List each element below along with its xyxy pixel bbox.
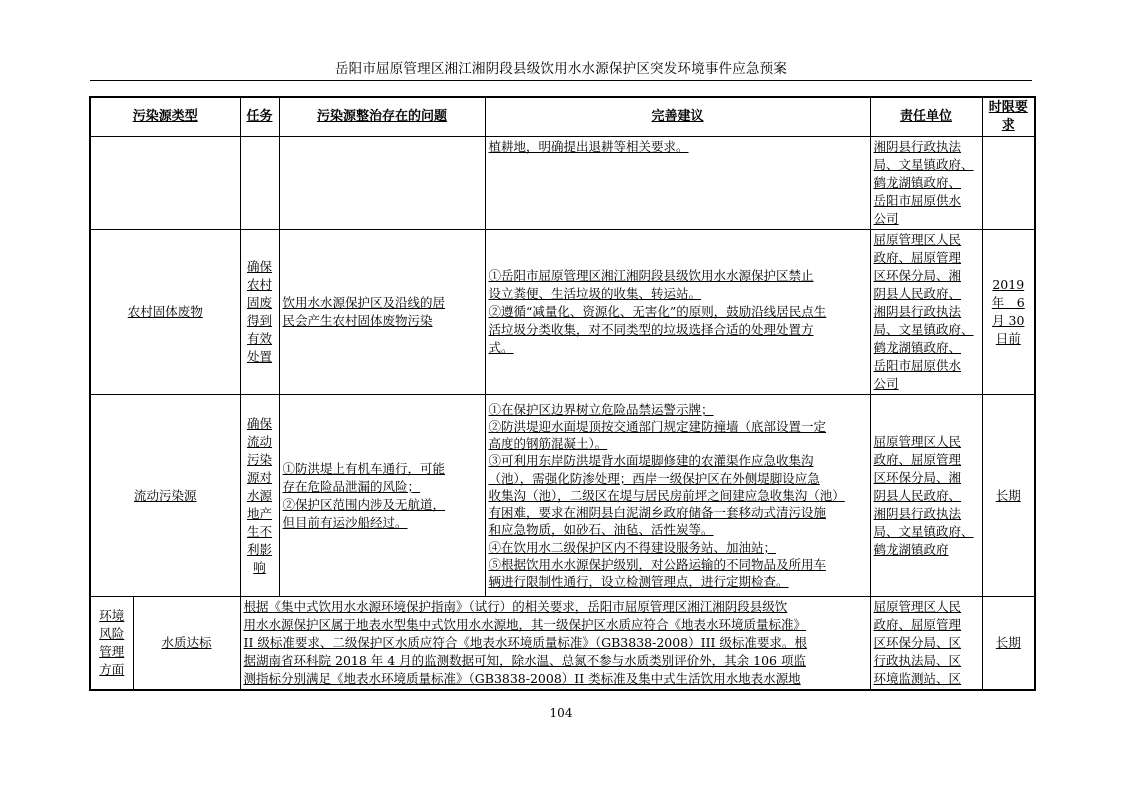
table-row xyxy=(90,597,1035,691)
row1-suggestion: ①岳阳市屈原管理区湘江湘阴段县级饮用水水源保护区禁止 设立粪便、生活垃圾的收集、转运站。 ②遵循“减量化、资源化、无害化”的原则，鼓励沿线居民点生 活垃圾分类收集，对不同类型的垃圾选择合适的处理处置方 式。 xyxy=(485,230,870,395)
row1-task: 确保 农村 固废 得到 有效 处置 xyxy=(240,230,279,395)
row0-problem xyxy=(279,137,485,230)
header-task: 任务 xyxy=(240,97,279,137)
remediation-table xyxy=(89,96,1036,691)
header-rule xyxy=(90,80,1032,81)
row2-task: 确保 流动 污染 源对 水源 地产 生不 利影 响 xyxy=(240,395,279,597)
row3-deadline: 长期 xyxy=(982,597,1035,691)
document-header: 岳阳市屈原管理区湘江湘阴段县级饮用水水源保护区突发环境事件应急预案 xyxy=(334,61,788,77)
header-type: 污染源类型 xyxy=(90,97,240,137)
row1-problem: 饮用水水源保护区及沿线的居 民会产生农村固体废物污染 xyxy=(279,230,485,395)
row3-category: 环境 风险 管理 方面 xyxy=(90,597,133,691)
row1-deadline: 2019 年 6 月 30 日前 xyxy=(982,230,1035,395)
row3-unit: 屈原管理区人民 政府、屈原管理 区环保分局、区 行政执法局、区 环境监测站、区 xyxy=(870,597,982,691)
row0-suggestion: 植耕地，明确提出退耕等相关要求。 xyxy=(485,137,870,230)
table-row xyxy=(90,230,1035,395)
header-unit: 责任单位 xyxy=(870,97,982,137)
row3-merged-text: 根据《集中式饮用水水源环境保护指南》（试行）的相关要求，岳阳市屈原管理区湘江湘阴段县级饮 用水水源保护区属于地表水型集中式饮用水水源地，其一级保护区水质应符合《地表水环境质量标准》 II 级标准要求、二级保护区水质应符合《地表水环境质量标准》（GB3838-2008）III 级标准要求。根 据湖南省环科院 2018 年 4 月的监测数据可知，除水温、总氮不参与水质类别评价外，其余 106 项监 测指标分别满足《地表水环境质量标准》（GB3838-2008）II 类标准及集中式生活饮用水地表水源地 xyxy=(240,597,870,691)
header-deadline: 时限要求 xyxy=(982,97,1035,137)
row2-problem: ①防洪堤上有机车通行，可能 存在危险品泄漏的风险； ②保护区范围内涉及无航道， 但目前有运沙船经过。 xyxy=(279,395,485,597)
row2-deadline: 长期 xyxy=(982,395,1035,597)
row0-task xyxy=(240,137,279,230)
row0-deadline xyxy=(982,137,1035,230)
row3-type: 水质达标 xyxy=(133,597,240,691)
row1-unit: 屈原管理区人民 政府、屈原管理 区环保分局、湘 阴县人民政府、 湘阴县行政执法 局、文星镇政府、 鹤龙湖镇政府、 岳阳市屈原供水 公司 xyxy=(870,230,982,395)
row0-type xyxy=(90,137,240,230)
row1-type: 农村固体废物 xyxy=(90,230,240,395)
table-row xyxy=(90,395,1035,597)
row2-unit: 屈原管理区人民 政府、屈原管理 区环保分局、湘 阴县人民政府、 湘阴县行政执法 局、文星镇政府、 鹤龙湖镇政府 xyxy=(870,395,982,597)
row0-unit: 湘阴县行政执法 局、文星镇政府、 鹤龙湖镇政府、 岳阳市屈原供水 公司 xyxy=(870,137,982,230)
row2-suggestion: ①在保护区边界树立危险品禁运警示牌； ②防洪堤迎水面堤顶按交通部门规定建防撞墙（底部设置一定 高度的钢筋混凝土）。 ③可利用东岸防洪堤背水面堤脚修建的农灌渠作应急收集沟 （池），需强化防渗处理；西岸一级保护区在外侧堤脚设应急 收集沟（池），二级区在堤与居民房前坪之间建应急收集沟（池） 有困难，要求在湘阴县白泥湖乡政府储备一套移动式清污设施 和应急物质，如砂石、油毡、活性炭等。 ④在饮用水二级保护区内不得建设服务站、加油站； ⑤根据饮用水水源保护级别，对公路运输的不同物品及所用车 辆进行限制性通行，设立检测管理点，进行定期检查。 xyxy=(485,395,870,597)
page-number: 104 xyxy=(549,706,573,720)
table-row xyxy=(90,137,1035,230)
header-suggestion: 完善建议 xyxy=(485,97,870,137)
row2-type: 流动污染源 xyxy=(90,395,240,597)
header-problem: 污染源整治存在的问题 xyxy=(279,97,485,137)
header-row xyxy=(90,97,1035,137)
